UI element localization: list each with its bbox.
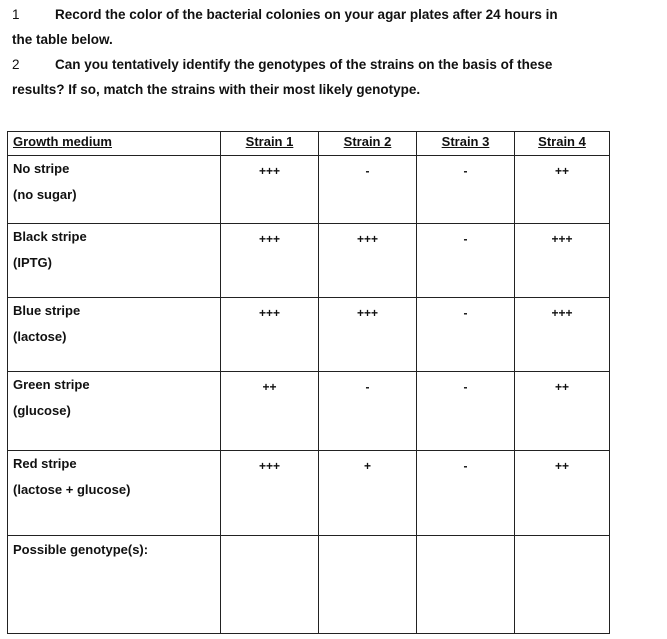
question-text-line2: results? If so, match the strains with their most likely genotype. — [12, 82, 421, 97]
result-cell: - — [319, 156, 417, 224]
result-cell: +++ — [515, 298, 610, 372]
header-strain-2: Strain 2 — [319, 132, 417, 156]
question-1 — [12, 2, 612, 52]
result-cell: - — [319, 372, 417, 451]
header-strain-3: Strain 3 — [417, 132, 515, 156]
medium-cell: Green stripe (glucose) — [8, 372, 221, 451]
table-row — [8, 224, 610, 298]
result-cell: - — [417, 372, 515, 451]
result-cell: - — [417, 451, 515, 536]
header-row — [8, 132, 610, 156]
result-cell: +++ — [515, 224, 610, 298]
question-text-line1: Can you tentatively identify the genotypes of the strains on the basis of these — [55, 57, 553, 72]
question-text-line2: the table below. — [12, 32, 113, 47]
question-2 — [12, 52, 612, 102]
medium-cell: No stripe (no sugar) — [8, 156, 221, 224]
genotype-label-cell: Possible genotype(s): — [8, 536, 221, 634]
result-cell: - — [417, 224, 515, 298]
genotype-cell — [221, 536, 319, 634]
question-number: 2 — [12, 57, 20, 72]
table-row — [8, 298, 610, 372]
genotype-cell — [417, 536, 515, 634]
medium-cell: Black stripe (IPTG) — [8, 224, 221, 298]
table-row — [8, 156, 610, 224]
result-cell: - — [417, 298, 515, 372]
genotype-cell — [515, 536, 610, 634]
table-row — [8, 372, 610, 451]
table-row — [8, 451, 610, 536]
medium-cell: Red stripe (lactose + glucose) — [8, 451, 221, 536]
result-cell: + — [319, 451, 417, 536]
header-strain-1: Strain 1 — [221, 132, 319, 156]
question-text-line1: Record the color of the bacterial colonies on your agar plates after 24 hours in — [55, 7, 558, 22]
header-growth-medium: Growth medium — [8, 132, 221, 156]
result-cell: +++ — [319, 298, 417, 372]
result-cell: +++ — [319, 224, 417, 298]
medium-cell: Blue stripe (lactose) — [8, 298, 221, 372]
result-cell: ++ — [221, 372, 319, 451]
result-cell: ++ — [515, 451, 610, 536]
header-strain-4: Strain 4 — [515, 132, 610, 156]
result-cell: +++ — [221, 224, 319, 298]
genotype-cell — [319, 536, 417, 634]
question-number: 1 — [12, 7, 20, 22]
result-cell: ++ — [515, 156, 610, 224]
result-cell: +++ — [221, 156, 319, 224]
result-cell: +++ — [221, 451, 319, 536]
result-cell: ++ — [515, 372, 610, 451]
result-cell: +++ — [221, 298, 319, 372]
genotype-row — [8, 536, 610, 634]
result-cell: - — [417, 156, 515, 224]
results-table — [7, 131, 610, 634]
